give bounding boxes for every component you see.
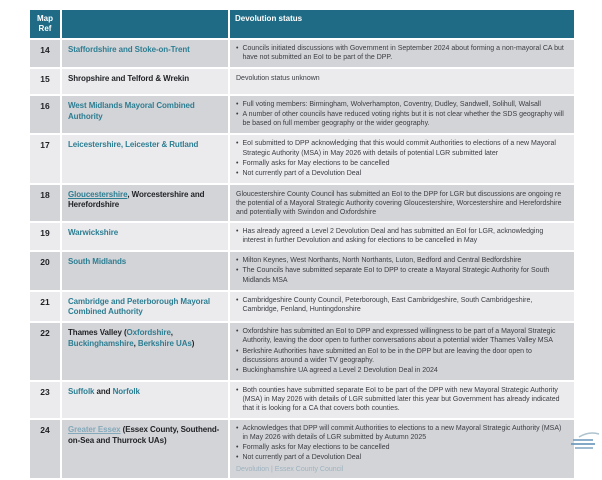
area-name-text: (Essex County, Southend-on-Sea and Thurrock UAs): [68, 425, 220, 445]
header-row: [30, 10, 574, 38]
status-bullet-text: Berkshire Authorities have submitted an EoI to be in the DPP but are leaving the door open to discussions around a wider TV geography.: [242, 347, 532, 364]
table-row: [30, 252, 574, 289]
status-bullet-text: Full voting members: Birmingham, Wolverhampton, Coventry, Dudley, Sandwell, Solihull, Walsall: [242, 101, 541, 109]
area-name-cell: [62, 292, 228, 322]
bullet-icon: •: [236, 159, 239, 167]
status-cell: [230, 223, 574, 250]
status-bullet: [236, 227, 568, 245]
status-bullet: [236, 139, 568, 157]
status-bullet: [236, 443, 568, 452]
status-bullet: [236, 169, 568, 178]
area-name-text: South Midlands: [68, 257, 127, 267]
map-ref-cell: 18: [30, 185, 60, 221]
status-bullet: [236, 424, 568, 442]
bullet-icon: •: [236, 328, 239, 336]
table-header: [30, 10, 574, 38]
status-bullet: [236, 296, 568, 314]
area-name-text: Thames Valley (: [68, 328, 127, 338]
bullet-icon: •: [236, 257, 239, 265]
area-name-text: Suffolk: [68, 386, 95, 396]
status-bullet: [236, 110, 568, 128]
status-cell: [230, 40, 574, 67]
status-cell: [230, 292, 574, 322]
table-row: [30, 382, 574, 418]
status-bullet: [236, 327, 568, 345]
bullet-icon: •: [236, 366, 239, 374]
area-name-text: Shropshire and Telford & Wrekin: [68, 74, 190, 84]
status-text: Gloucestershire County Council has submitted an EoI to the DPP for LGR but discussions are ongoing re the potential of a Mayoral Strategic Authority covering Gloucestershire, Worcestershire and Herefordshire and potentially with Swindon and Oxfordshire: [236, 190, 562, 217]
source-link[interactable]: Devolution | Essex County Council: [236, 465, 344, 473]
area-name-text: West Midlands Mayoral Combined Authority: [68, 101, 195, 121]
status-cell: [230, 382, 574, 418]
area-name-cell: [62, 252, 228, 289]
area-name-cell: [62, 185, 228, 221]
status-bullet-text: EoI submitted to DPP acknowledging that this would commit Authorities to elections of a new Mayoral Strategic Authority (MSA) in May 2026 with details of potential LGR submitted later: [242, 140, 556, 157]
area-name-cell: [62, 69, 228, 94]
header-devolution-status: Devolution status: [230, 10, 574, 38]
status-bullet: [236, 44, 568, 62]
area-name-text: Staffordshire and Stoke-on-Trent: [68, 45, 190, 54]
map-ref-cell: 23: [30, 382, 60, 418]
status-bullet-text: The Councils have submitted separate EoI to DPP to create a Mayoral Strategic Authority for South Midlands MSA: [242, 267, 550, 284]
status-text: Devolution status unknown: [236, 75, 320, 83]
table-row: [30, 292, 574, 322]
area-name-cell: [62, 323, 228, 379]
bullet-icon: •: [236, 386, 239, 394]
table-row: [30, 223, 574, 250]
area-name-cell: [62, 40, 228, 67]
area-name-text: Oxfordshire: [126, 328, 171, 338]
map-ref-cell: 14: [30, 40, 60, 67]
area-name-cell: [62, 420, 228, 477]
status-bullet: [236, 366, 568, 375]
area-name-text: ): [191, 338, 195, 348]
bullet-icon: •: [236, 228, 239, 236]
status-bullet-text: Not currently part of a Devolution Deal: [242, 169, 362, 177]
area-link[interactable]: Gloucestershire: [68, 189, 128, 199]
table-row: [30, 40, 574, 67]
devolution-status-table: [28, 8, 576, 480]
bullet-icon: •: [236, 444, 239, 452]
area-name-cell: [62, 96, 228, 133]
status-bullet-text: Acknowledges that DPP will commit Authorities to elections to a new Mayoral Strategic Authority (MSA) in May 2026 with details of LGR submitted by Autumn 2025: [242, 425, 562, 442]
status-bullet-text: Not currently part of a Devolution Deal: [242, 454, 362, 462]
map-ref-cell: 20: [30, 252, 60, 289]
status-bullet-text: Cambridgeshire County Council, Peterborough, East Cambridgeshire, South Cambridgeshire, Cambridge, Fenland, Huntingdonshire: [242, 296, 533, 313]
table-row: [30, 323, 574, 379]
status-bullet: [236, 100, 568, 109]
status-bullet-text: Formally asks for May elections to be cancelled: [242, 159, 390, 167]
status-cell: [230, 69, 574, 94]
header-map-ref: Map Ref: [30, 10, 60, 38]
bullet-icon: •: [236, 267, 239, 275]
table-row: [30, 96, 574, 133]
area-name-text: Berkshire UAs: [137, 338, 192, 348]
status-bullet: [236, 386, 568, 413]
table-row: [30, 69, 574, 94]
area-name-text: Leicestershire, Leicester & Rutland: [68, 140, 199, 150]
bullet-icon: •: [236, 45, 239, 52]
status-bullet-text: Buckinghamshire UA agreed a Level 2 Devolution Deal in 2024: [242, 366, 438, 374]
area-name-text: Cambridge and Peterborough Mayoral Combined Authority: [68, 296, 210, 316]
status-cell: [230, 96, 574, 133]
area-link[interactable]: Greater Essex: [68, 425, 121, 435]
status-bullet-text: Formally asks for May elections to be cancelled: [242, 444, 390, 452]
map-ref-cell: 17: [30, 135, 60, 182]
status-bullet-text: A number of other councils have reduced voting rights but it is not clear whether the SDS geography will be based on full member geography or the wider geography.: [242, 111, 564, 128]
status-bullet-text: Councils initiated discussions with Government in September 2024 about forming a non-mayoral CA but have not submitted an EoI to be part of the DPP.: [242, 45, 564, 62]
bullet-icon: •: [236, 111, 239, 119]
area-name-cell: [62, 135, 228, 182]
map-ref-cell: 22: [30, 323, 60, 379]
status-bullet: [236, 256, 568, 265]
table-body: [30, 40, 574, 478]
table-row: [30, 185, 574, 221]
area-name-text: , Worcestershire and Herefordshire: [68, 189, 205, 210]
area-name-text: Norfolk: [112, 386, 140, 396]
bullet-icon: •: [236, 101, 239, 109]
status-bullet: [236, 347, 568, 365]
status-cell: [230, 135, 574, 182]
area-name-text: Warwickshire: [68, 228, 119, 238]
map-ref-cell: 16: [30, 96, 60, 133]
status-bullet: [236, 266, 568, 284]
bullet-icon: •: [236, 296, 239, 304]
map-ref-cell: 21: [30, 292, 60, 322]
bullet-icon: •: [236, 347, 239, 355]
status-bullet: [236, 159, 568, 168]
bullet-icon: •: [236, 454, 239, 462]
area-name-cell: [62, 382, 228, 418]
bullet-icon: •: [236, 140, 239, 148]
map-ref-cell: 15: [30, 69, 60, 94]
area-name-cell: [62, 223, 228, 250]
status-bullet-text: Has already agreed a Level 2 Devolution Deal and has submitted an EoI for LGR, acknowledging interest in further Devolution and asking for elections to be cancelled in May: [242, 228, 544, 245]
table-row: [30, 135, 574, 182]
area-name-text: ,: [170, 328, 173, 338]
status-bullet-text: Milton Keynes, West Northants, North Northants, Luton, Bedford and Central Bedfordshire: [242, 257, 522, 265]
status-cell: [230, 420, 574, 477]
status-table: [28, 8, 576, 480]
corner-logo: [559, 429, 601, 456]
area-name-text: ,: [133, 338, 138, 348]
area-name-text: and: [94, 386, 113, 396]
status-bullet: [236, 453, 568, 462]
bullet-icon: •: [236, 425, 239, 433]
table-row: [30, 420, 574, 477]
bullet-icon: •: [236, 169, 239, 177]
map-ref-cell: 24: [30, 420, 60, 477]
status-bullet-text: Oxfordshire has submitted an EoI to DPP and expressed willingness to be part of a Mayoral Strategic Authority, leaving the door open to further conversations about a potential wider Thames Valley MSA: [242, 328, 556, 345]
status-cell: [230, 252, 574, 289]
status-bullet-text: Both counties have submitted separate EoI to be part of the DPP with new Mayoral Strategic Authority (MSA) in May 2026 with details of LGR submitted later this year but Government has already indicated that it is looking for a CA that covers both counties.: [242, 386, 560, 413]
map-ref-cell: 19: [30, 223, 60, 250]
area-name-text: Buckinghamshire: [68, 338, 134, 348]
status-cell: [230, 323, 574, 379]
status-cell: [230, 185, 574, 221]
header-area: [62, 10, 228, 38]
